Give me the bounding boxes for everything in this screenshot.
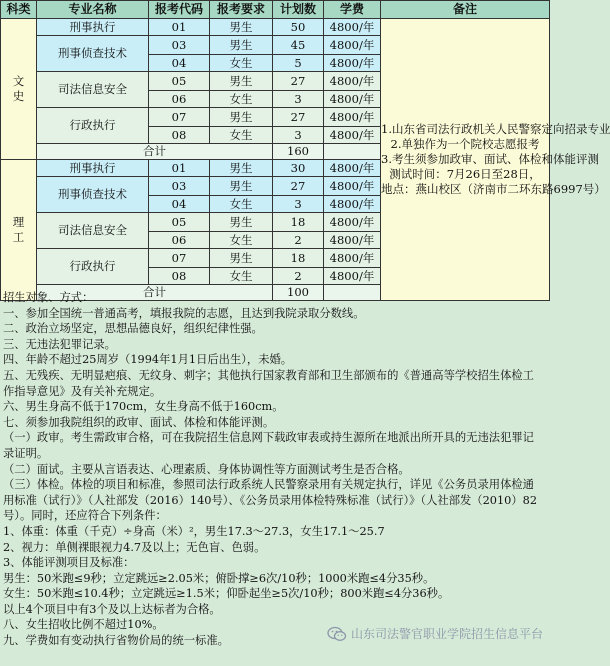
plan-count: 27 <box>273 177 324 196</box>
tuition-fee: 4800/年 <box>324 55 381 72</box>
body-line: 七、须参加我院组织的政审、面试、体检和体能评测。 <box>3 415 275 429</box>
major-name: 刑事执行 <box>37 19 149 36</box>
col-header-category: 科类 <box>1 1 37 19</box>
tuition-fee: 4800/年 <box>324 91 381 108</box>
major-name: 行政执行 <box>37 108 149 144</box>
col-header-plan: 计划数 <box>273 1 324 19</box>
col-header-notes: 备注 <box>381 1 550 19</box>
wechat-icon <box>327 626 347 642</box>
plan-count: 3 <box>273 91 324 108</box>
exam-code: 05 <box>149 213 210 232</box>
requirement: 女生 <box>210 91 273 108</box>
body-line: 3、体能评测项目及标准： <box>3 556 135 570</box>
tuition-fee: 4800/年 <box>324 160 381 177</box>
plan-count: 27 <box>273 72 324 91</box>
plan-count: 30 <box>273 160 324 177</box>
requirement: 女生 <box>210 196 273 213</box>
exam-code: 07 <box>149 249 210 268</box>
total-count: 160 <box>273 144 324 160</box>
body-line: 男生：50米跑≤9秒；立定跳远≥2.05米；俯卧撑≥6次/10秒；1000米跑≤4分35秒。 <box>3 571 435 585</box>
notes-cell <box>381 19 610 301</box>
major-name: 刑事侦查技术 <box>37 36 149 72</box>
major-name: 刑事侦查技术 <box>37 177 149 213</box>
plan-count: 2 <box>273 232 324 249</box>
tuition-fee: 4800/年 <box>324 127 381 144</box>
body-line: （一）政审。考生需政审合格，可在我院招生信息网下载政审表或持生源所在地派出所开具的无违法犯罪记录证明。 <box>3 431 534 460</box>
exam-code: 03 <box>149 177 210 196</box>
major-name: 司法信息安全 <box>37 72 149 108</box>
body-line: （二）面试。主要从言语表达、心理素质、身体协调性等方面测试考生是否合格。 <box>3 462 410 476</box>
col-header-requirement: 报考要求 <box>210 1 273 19</box>
plan-count: 2 <box>273 268 324 285</box>
requirement: 女生 <box>210 268 273 285</box>
requirement: 女生 <box>210 232 273 249</box>
requirement: 男生 <box>210 213 273 232</box>
requirement: 男生 <box>210 19 273 36</box>
body-line: 一、参加全国统一普通高考，填报我院的志愿，且达到我院录取分数线。 <box>3 306 365 320</box>
admission-requirements <box>3 290 545 649</box>
tuition-fee: 4800/年 <box>324 108 381 127</box>
col-header-fee: 学费 <box>324 1 381 19</box>
plan-count: 45 <box>273 36 324 55</box>
tuition-fee: 4800/年 <box>324 213 381 232</box>
total-count: 100 <box>273 285 324 301</box>
total-label: 合计 <box>37 285 273 301</box>
body-line: （三）体检。体检的项目和标准，参照司法行政系统人民警察录用有关规定执行，详见《公务员录用体检通用标准（试行）》（人社部发（2016）140号）、《公务员录用体检特殊标准（试行）》（人社部发（2010）82号）。同时，还应符合下列条件： <box>3 478 538 523</box>
requirement: 男生 <box>210 249 273 268</box>
requirement: 男生 <box>210 108 273 127</box>
requirement: 女生 <box>210 127 273 144</box>
body-line: 1、体重：体重（千克）÷身高（米）²，男生17.3～27.3，女生17.1～25.7 <box>3 524 385 538</box>
exam-code: 05 <box>149 72 210 91</box>
category-ligong: 理工 <box>1 160 37 301</box>
table-row <box>1 19 550 36</box>
watermark-text: 山东司法警官职业学院招生信息平台 <box>350 627 543 641</box>
major-name: 刑事执行 <box>37 160 149 177</box>
plan-count: 27 <box>273 108 324 127</box>
note-line: 2.单独作为一个院校志愿报考 <box>390 137 540 151</box>
body-line: 女生：50米跑≤10.4秒；立定跳远≥1.5米；仰卧起坐≥5次/10秒；800米跑≤4分36秒。 <box>3 587 450 601</box>
exam-code: 06 <box>149 232 210 249</box>
exam-code: 03 <box>149 36 210 55</box>
table-header-row <box>1 1 550 19</box>
body-line: 二、政治立场坚定，思想品德良好，组织纪律性强。 <box>3 322 263 336</box>
tuition-fee: 4800/年 <box>324 19 381 36</box>
plan-count: 18 <box>273 249 324 268</box>
tuition-fee: 4800/年 <box>324 268 381 285</box>
note-line: 3.考生须参加政审、面试、体检和体能评测 <box>381 152 599 166</box>
tuition-fee: 4800/年 <box>324 72 381 91</box>
requirement: 男生 <box>210 160 273 177</box>
body-line: 九、学费如有变动执行省物价局的统一标准。 <box>3 634 229 648</box>
body-line: 四、年龄不超过25周岁（1994年1月1日后出生），未婚。 <box>3 353 293 367</box>
exam-code: 04 <box>149 55 210 72</box>
tuition-fee: 4800/年 <box>324 249 381 268</box>
exam-code: 04 <box>149 196 210 213</box>
tuition-fee: 4800/年 <box>324 36 381 55</box>
body-line: 2、视力：单侧裸眼视力4.7及以上；无色盲、色弱。 <box>3 540 266 554</box>
watermark <box>327 625 543 642</box>
body-line: 以上4个项目中有3个及以上达标者为合格。 <box>3 602 221 616</box>
plan-count: 50 <box>273 19 324 36</box>
tuition-fee: 4800/年 <box>324 232 381 249</box>
exam-code: 07 <box>149 108 210 127</box>
note-line: 测试时间：7月26日至28日， <box>389 167 541 181</box>
tuition-fee: 4800/年 <box>324 177 381 196</box>
body-line: 三、无违法犯罪记录。 <box>3 337 116 351</box>
note-line: 地点：燕山校区（济南市二环东路6997号） <box>381 182 606 196</box>
exam-code: 08 <box>149 268 210 285</box>
exam-code: 08 <box>149 127 210 144</box>
col-header-major: 专业名称 <box>37 1 149 19</box>
category-wenshi: 文史 <box>1 19 37 160</box>
total-label: 合计 <box>37 144 273 160</box>
plan-count: 3 <box>273 196 324 213</box>
plan-count: 3 <box>273 127 324 144</box>
body-line: 八、女生招收比例不超过10%。 <box>3 618 164 632</box>
total-fee-empty <box>324 144 381 160</box>
body-line: 六、男生身高不低于170cm，女生身高不低于160cm。 <box>3 400 284 414</box>
exam-code: 01 <box>149 160 210 177</box>
exam-code: 01 <box>149 19 210 36</box>
requirement: 男生 <box>210 72 273 91</box>
plan-count: 18 <box>273 213 324 232</box>
body-line: 招生对象、方式： <box>3 291 94 304</box>
requirement: 女生 <box>210 55 273 72</box>
tuition-fee: 4800/年 <box>324 196 381 213</box>
requirement: 男生 <box>210 177 273 196</box>
major-name: 行政执行 <box>37 249 149 285</box>
exam-code: 06 <box>149 91 210 108</box>
body-line: 五、无残疾、无明显疤痕、无纹身、刺字；其他执行国家教育部和卫生部颁布的《普通高等学校招生体检工作指导意见》及有关补充规定。 <box>3 368 534 398</box>
col-header-code: 报考代码 <box>149 1 210 19</box>
major-name: 司法信息安全 <box>37 213 149 249</box>
plan-count: 5 <box>273 55 324 72</box>
requirement: 男生 <box>210 36 273 55</box>
note-line: 1.山东省司法行政机关人民警察定向招录专业 <box>381 122 610 136</box>
enrollment-plan-table <box>0 0 610 301</box>
